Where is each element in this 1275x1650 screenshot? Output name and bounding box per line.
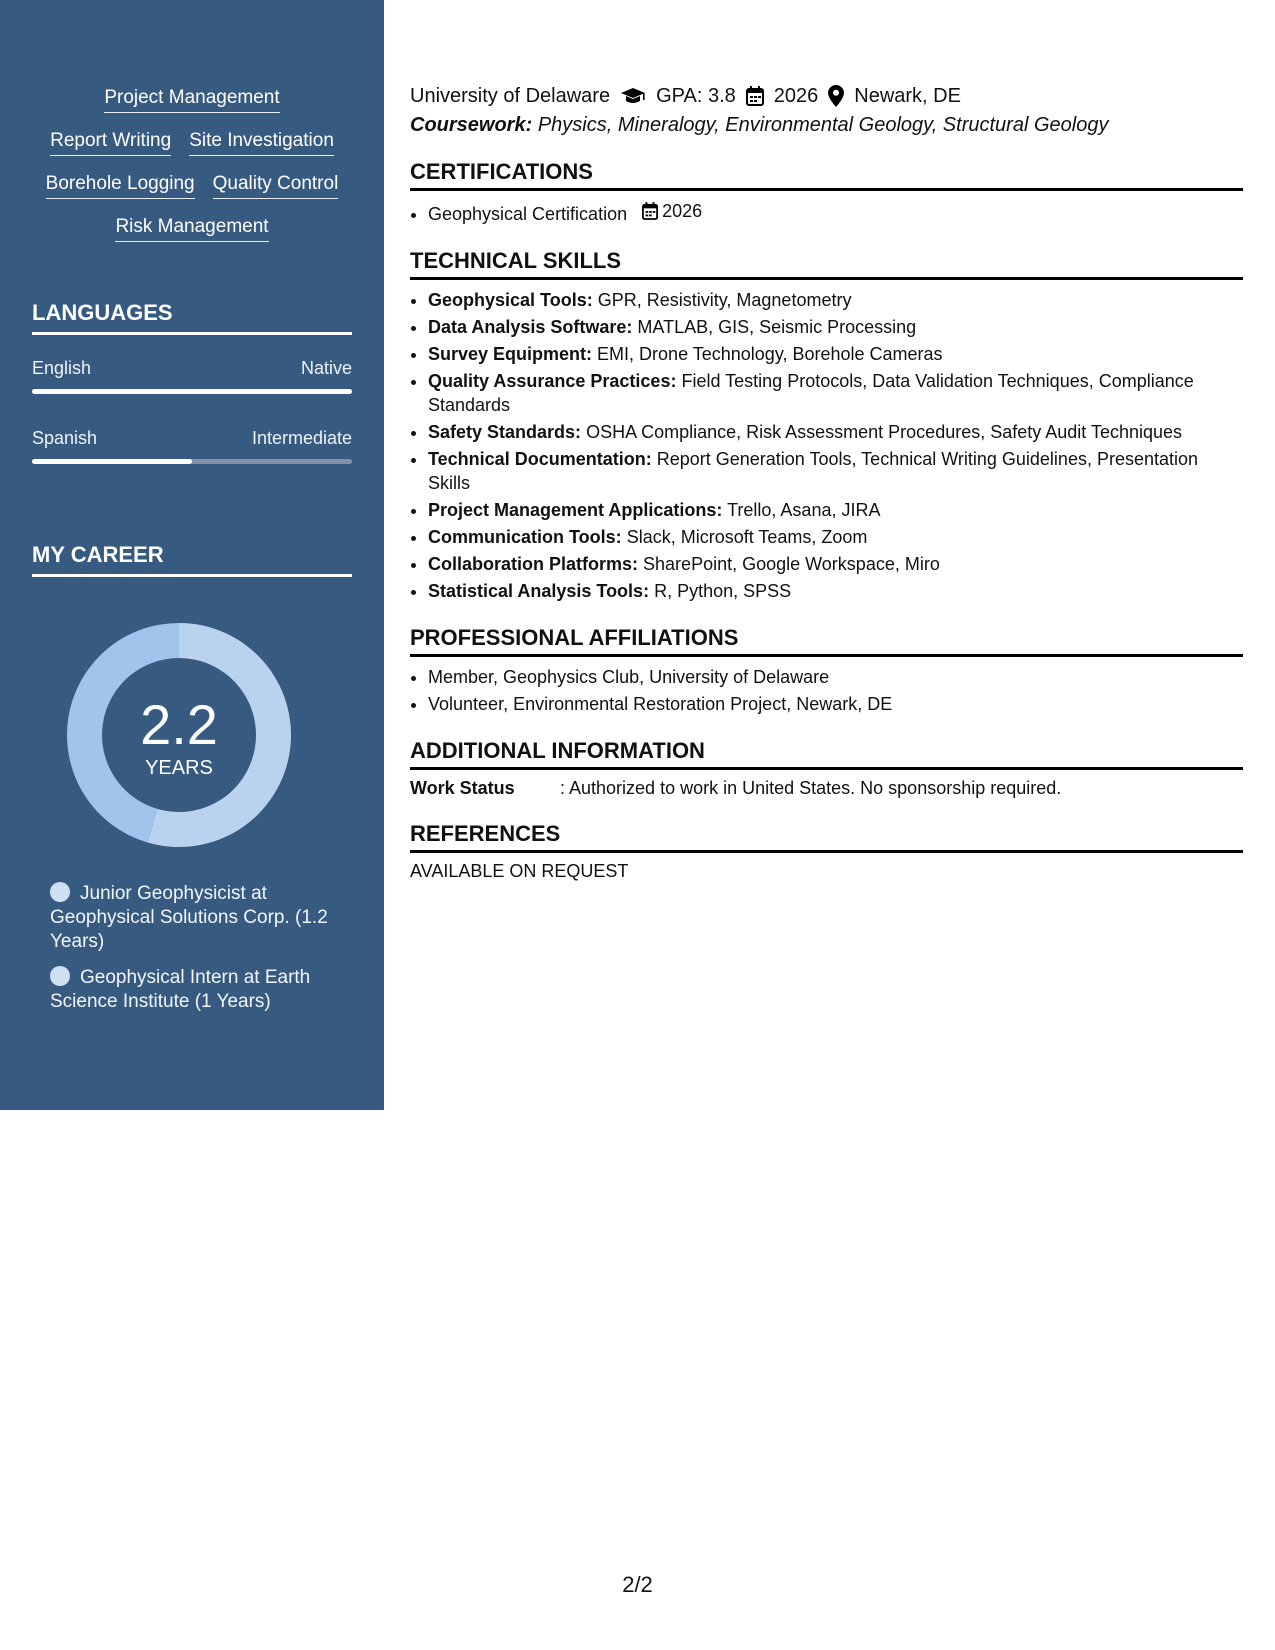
certification-name: Geophysical Certification bbox=[428, 204, 628, 224]
skills-cloud bbox=[32, 86, 352, 258]
language-line bbox=[32, 428, 352, 449]
sidebar bbox=[0, 0, 384, 1110]
language-level: Native bbox=[300, 358, 352, 378]
skill-label: Quality Assurance Practices: bbox=[428, 371, 677, 391]
education-line bbox=[410, 82, 1243, 110]
career-list bbox=[50, 882, 340, 1026]
skill-value: EMI, Drone Technology, Borehole Cameras bbox=[597, 344, 943, 364]
certifications-heading: CERTIFICATIONS bbox=[410, 159, 1243, 191]
work-status bbox=[410, 778, 1243, 799]
location-pin-icon bbox=[828, 85, 844, 107]
career-item bbox=[50, 882, 340, 954]
skills-row bbox=[32, 129, 352, 156]
skill-value: OSHA Compliance, Risk Assessment Procedures, Safety Audit Techniques bbox=[586, 422, 1183, 442]
list-item bbox=[428, 315, 1243, 339]
language-level: Intermediate bbox=[251, 428, 352, 448]
languages-heading: LANGUAGES bbox=[32, 300, 352, 335]
references-heading: REFERENCES bbox=[410, 821, 1243, 853]
list-item: • Volunteer, Environmental Restoration Project, Newark, DE bbox=[428, 692, 1243, 716]
legend-dot-icon bbox=[50, 882, 70, 902]
affiliations-list bbox=[410, 665, 1243, 716]
main-content bbox=[410, 82, 1243, 882]
skills-row bbox=[32, 215, 352, 242]
skill-label: Geophysical Tools: bbox=[428, 290, 593, 310]
skill-label: Collaboration Platforms: bbox=[428, 554, 639, 574]
affiliations-heading: PROFESSIONAL AFFILIATIONS bbox=[410, 625, 1243, 657]
skill-value: Trello, Asana, JIRA bbox=[727, 500, 881, 520]
certifications-list bbox=[410, 199, 1243, 226]
skill-label: Statistical Analysis Tools: bbox=[428, 581, 650, 601]
skill-label: Project Management Applications: bbox=[428, 500, 723, 520]
list-item bbox=[428, 552, 1243, 576]
calendar-icon bbox=[642, 202, 658, 220]
calendar-icon bbox=[746, 86, 764, 106]
language-spanish bbox=[32, 428, 352, 464]
career-donut-chart bbox=[66, 622, 292, 848]
education-year: 2026 bbox=[773, 84, 819, 107]
language-name: Spanish bbox=[32, 428, 98, 448]
skills-row bbox=[32, 86, 352, 113]
school-name: University of Delaware bbox=[410, 84, 611, 107]
work-status-label: Work Status bbox=[410, 778, 515, 798]
technical-skills-heading: TECHNICAL SKILLS bbox=[410, 248, 1243, 280]
skill-value: Field Testing Protocols, Data Validation Techniques, Compliance Standards bbox=[428, 371, 1194, 415]
coursework-label: Coursework: bbox=[410, 114, 533, 136]
language-bar-track bbox=[32, 389, 352, 394]
page-number: 2/2 bbox=[622, 1572, 653, 1597]
skill-label: Technical Documentation: bbox=[428, 449, 652, 469]
language-bar-fill bbox=[32, 389, 352, 394]
technical-skills-list bbox=[410, 288, 1243, 603]
skill-tag: Risk Management bbox=[115, 215, 268, 242]
graduation-cap-icon bbox=[620, 86, 646, 106]
skill-tag: Site Investigation bbox=[189, 129, 334, 156]
coursework bbox=[410, 114, 1243, 137]
list-item bbox=[428, 525, 1243, 549]
skills-row bbox=[32, 172, 352, 199]
list-item bbox=[428, 199, 1243, 226]
skill-value: MATLAB, GIS, Seismic Processing bbox=[637, 317, 917, 337]
skill-label: Safety Standards: bbox=[428, 422, 582, 442]
skill-tag: Project Management bbox=[104, 86, 279, 113]
career-unit: YEARS bbox=[145, 757, 213, 779]
legend-dot-icon bbox=[50, 966, 70, 986]
list-item: • Member, Geophysics Club, University of Delaware bbox=[428, 665, 1243, 689]
career-total: 2.2 bbox=[140, 693, 218, 756]
language-english bbox=[32, 358, 352, 394]
additional-info-heading: ADDITIONAL INFORMATION bbox=[410, 738, 1243, 770]
list-item bbox=[428, 498, 1243, 522]
skill-value: SharePoint, Google Workspace, Miro bbox=[643, 554, 940, 574]
skill-tag: Report Writing bbox=[50, 129, 171, 156]
list-item bbox=[428, 288, 1243, 312]
skill-label: Data Analysis Software: bbox=[428, 317, 633, 337]
coursework-text: Physics, Mineralogy, Environmental Geology, Structural Geology bbox=[537, 114, 1109, 136]
list-item bbox=[428, 447, 1243, 495]
gpa: GPA: 3.8 bbox=[656, 84, 736, 107]
education-location: Newark, DE bbox=[854, 84, 961, 107]
skill-value: Report Generation Tools, Technical Writing Guidelines, Presentation Skills bbox=[428, 449, 1199, 493]
list-item bbox=[428, 342, 1243, 366]
career-item-label: Geophysical Intern at Earth Science Institute (1 Years) bbox=[50, 967, 311, 1012]
language-line bbox=[32, 358, 352, 379]
skill-value: R, Python, SPSS bbox=[654, 581, 792, 601]
list-item bbox=[428, 369, 1243, 417]
references-text: AVAILABLE ON REQUEST bbox=[410, 861, 629, 881]
skill-label: Communication Tools: bbox=[428, 527, 622, 547]
certification-year: 2026 bbox=[662, 201, 703, 221]
list-item bbox=[428, 579, 1243, 603]
language-name: English bbox=[32, 358, 92, 378]
career-item-label: Junior Geophysicist at Geophysical Solutions Corp. (1.2 Years) bbox=[50, 883, 328, 952]
language-bar-fill bbox=[32, 459, 192, 464]
skill-value: Slack, Microsoft Teams, Zoom bbox=[626, 527, 868, 547]
skill-label: Survey Equipment: bbox=[428, 344, 593, 364]
skill-value: GPR, Resistivity, Magnetometry bbox=[597, 290, 852, 310]
work-status-value: : Authorized to work in United States. No sponsorship required. bbox=[560, 778, 1062, 798]
career-item bbox=[50, 966, 340, 1014]
certification-date bbox=[642, 199, 702, 223]
skill-tag: Quality Control bbox=[213, 172, 339, 199]
skill-tag: Borehole Logging bbox=[46, 172, 195, 199]
list-item bbox=[428, 420, 1243, 444]
career-heading: MY CAREER bbox=[32, 542, 352, 577]
language-bar-track bbox=[32, 459, 352, 464]
